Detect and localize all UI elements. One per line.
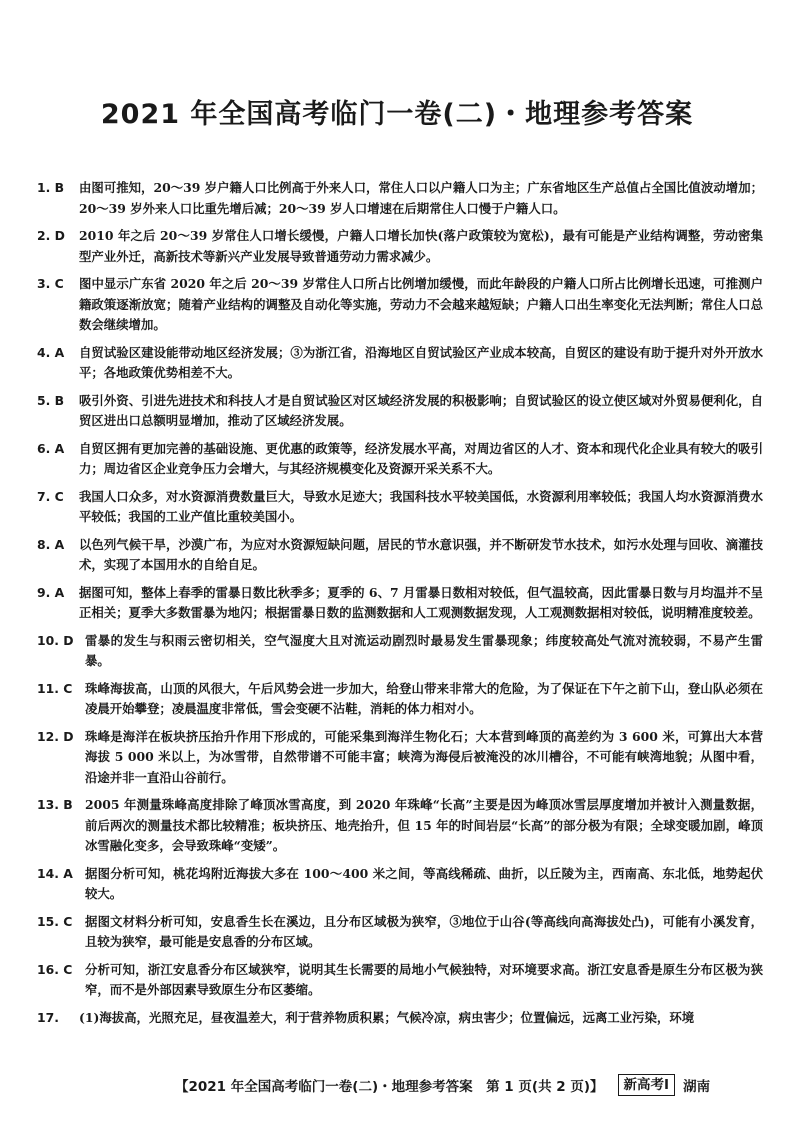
answer-item [37, 226, 763, 267]
answer-number: 10. D [37, 632, 74, 648]
answer-number: 12. D [37, 728, 74, 744]
answer-number: 16. C [37, 961, 73, 977]
answer-item [37, 864, 763, 905]
answer-number: 5. B [37, 392, 65, 408]
answer-explanation: 吸引外资、引进先进技术和科技人才是自贸试验区对区域经济发展的积极影响；自贸试验区的设立使区域对外贸易便利化，自贸区进出口总额明显增加，推动了区域经济发展。 [79, 392, 763, 428]
answer-number: 9. A [37, 584, 65, 600]
answer-item [37, 1008, 763, 1029]
answer-explanation: 据图可知，整体上春季的雷暴日数比秋季多；夏季的 6、7 月雷暴日数相对较低，但气温较高，因此雷暴日数与月均温并不呈正相关；夏季大多数雷暴为地闪；根据雷暴日数的监测数据和人工观测数据发现，人工观测数据相对较低，说明精准度较差。 [79, 584, 763, 620]
exam-type-badge: 新高考Ⅰ [618, 1074, 676, 1096]
answer-explanation: 图中显示广东省 2020 年之后 20～39 岁常住人口所占比例增加缓慢，而此年龄段的户籍人口所占比例增长迅速，可推测户籍政策逐渐放宽；随着产业结构的调整及自动化等实施，劳动力不会越来越短缺；户籍人口出生率变化无法判断；常住人口总数会继续增加。 [79, 276, 763, 332]
answer-number: 11. C [37, 680, 73, 696]
answer-number: 1. B [37, 180, 65, 195]
answer-explanation: 珠峰是海洋在板块挤压抬升作用下形成的，可能采集到海洋生物化石；大本营到峰顶的高差约为 3 600 米，可算出大本营海拔 5 000 米以上，为冰雪带，自然带谱不可能丰富；峡湾为海侵后被淹没的冰川槽谷，不可能有峡湾地貌；从图中看，沿途并非一直沿山谷前行。 [85, 728, 763, 785]
answer-item [37, 343, 763, 384]
answer-explanation: 2005 年测量珠峰高度排除了峰顶冰雪高度，到 2020 年珠峰“长高”主要是因为峰顶冰雪层厚度增加并被计入测量数据，前后两次的测量技术都比较精准；板块挤压、地壳抬升，但 15 年的时间岩层“长高”的部分极为有限；全球变暖加剧，峰顶冰雪融化变多，会导致珠峰“变矮”。 [85, 797, 763, 853]
answer-item [37, 912, 763, 953]
answer-item [37, 178, 763, 219]
region-label: 湖南 [683, 1079, 711, 1095]
answer-item [37, 274, 763, 336]
answer-item [37, 795, 763, 857]
answer-explanation: 珠峰海拔高，山顶的风很大，午后风势会进一步加大，给登山带来非常大的危险，为了保证在下午之前下山，登山队必须在凌晨开始攀登；凌晨温度非常低，雪会变硬不沾鞋，消耗的体力相对小。 [85, 680, 763, 716]
answer-number: 7. C [37, 488, 64, 504]
answer-explanation: 自贸试验区建设能带动地区经济发展；③为浙江省，沿海地区自贸试验区产业成本较高，自贸区的建设有助于提升对外开放水平；各地政策优势相差不大。 [79, 344, 763, 380]
answer-item [37, 535, 763, 576]
answer-number: 8. A [37, 536, 65, 552]
answer-number: 17. [37, 1009, 59, 1025]
answer-explanation: 据图文材料分析可知，安息香生长在溪边，且分布区域极为狭窄，③地位于山谷(等高线向高海拔处凸)，可能有小溪发育，且较为狭窄，最可能是安息香的分布区域。 [85, 913, 763, 949]
answer-number: 2. D [37, 228, 65, 243]
answer-number: 4. A [37, 344, 65, 360]
answer-explanation: 据图分析可知，桃花坞附近海拔大多在 100～400 米之间，等高线稀疏、曲折，以丘陵为主，西南高、东北低，地势起伏较大。 [85, 865, 763, 901]
answer-explanation: 我国人口众多，对水资源消费数量巨大，导致水足迹大；我国科技水平较美国低，水资源利用率较低；我国人均水资源消费水平较低；我国的工业产值比重较美国小。 [79, 488, 763, 524]
footer-text: 【2021 年全国高考临门一卷(二)・地理参考答案 第 1 页(共 2 页)】 [175, 1079, 604, 1095]
answer-list [37, 178, 763, 1035]
answer-explanation: 雷暴的发生与积雨云密切相关，空气湿度大且对流运动剧烈时最易发生雷暴现象；纬度较高处气流对流较弱，不易产生雷暴。 [85, 632, 763, 668]
page-title: 2021 年全国高考临门一卷(二)・地理参考答案 [100, 99, 694, 130]
answer-item [37, 439, 763, 480]
answer-item [37, 631, 763, 672]
answer-item [37, 679, 763, 720]
answer-explanation: 分析可知，浙江安息香分布区域狭窄，说明其生长需要的局地小气候独特，对环境要求高。浙江安息香是原生分布区极为狭窄，而不是外部因素导致原生分布区萎缩。 [85, 961, 763, 997]
answer-item [37, 487, 763, 528]
answer-number: 15. C [37, 913, 73, 929]
answer-explanation: 自贸区拥有更加完善的基础设施、更优惠的政策等，经济发展水平高，对周边省区的人才、资本和现代化企业具有较大的吸引力；周边省区企业竞争压力会增大，与其经济规模变化及资源开采关系不大。 [79, 440, 763, 476]
answer-item [37, 583, 763, 624]
answer-item [37, 391, 763, 432]
answer-number: 3. C [37, 276, 64, 291]
answer-explanation: 2010 年之后 20～39 岁常住人口增长缓慢，户籍人口增长加快(落户政策较为宽松)，最有可能是产业结构调整，劳动密集型产业外迁，高新技术等新兴产业发展导致普通劳动力需求减少。 [79, 228, 763, 264]
answer-item [37, 727, 763, 789]
answer-number: 6. A [37, 440, 65, 456]
page-footer [175, 1074, 775, 1096]
answer-number: 13. B [37, 797, 73, 812]
answer-explanation: 由图可推知，20～39 岁户籍人口比例高于外来人口，常住人口以户籍人口为主；广东省地区生产总值占全国比值波动增加；20～39 岁外来人口比重先增后减；20～39 岁人口增速在后期常住人口慢于户籍人口。 [79, 180, 763, 216]
answer-explanation: (1)海拔高，光照充足，昼夜温差大，利于营养物质积累；气候冷凉，病虫害少；位置偏远，远离工业污染，环境 [79, 1009, 695, 1025]
answer-number: 14. A [37, 865, 73, 881]
answer-item [37, 960, 763, 1001]
answer-explanation: 以色列气候干旱，沙漠广布，为应对水资源短缺问题，居民的节水意识强，并不断研发节水技术，如污水处理与回收、滴灌技术，实现了本国用水的自给自足。 [79, 536, 763, 572]
